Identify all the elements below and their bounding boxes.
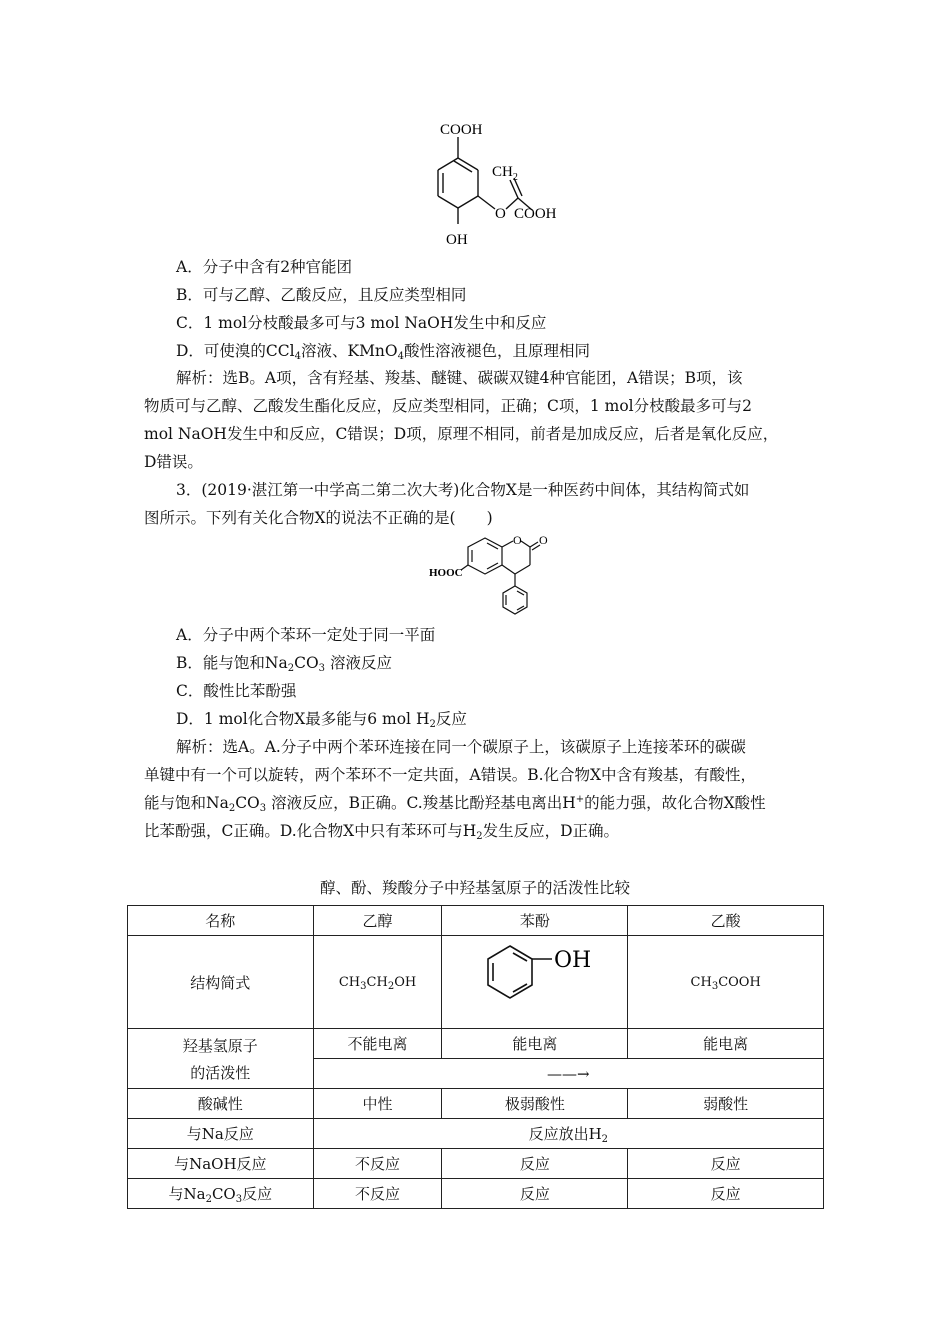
q2-option-a: A．分子中含有2种官能团 bbox=[176, 258, 353, 276]
q3-stem-line: 3．(2019·湛江第一中学高二第二次大考)化合物X是一种医药中间体，其结构简式如 bbox=[176, 481, 750, 499]
q3-analysis-line: 单键中有一个可以旋转，两个苯环不一定共面，A错误。B.化合物X中含有羧基，有酸性， bbox=[144, 766, 757, 784]
header-cell: 乙醇 bbox=[313, 906, 442, 936]
q2-analysis-line: 物质可与乙醇、乙酸发生酯化反应，反应类型相同，正确；C项，1 mol分枝酸最多可与2 bbox=[144, 397, 752, 415]
ring-o-label: O bbox=[513, 533, 522, 547]
q3-option-a: A．分子中两个苯环一定处于同一平面 bbox=[176, 626, 436, 644]
q2-option-b: B．可与乙醇、乙酸反应，且反应类型相同 bbox=[176, 286, 467, 304]
row-label: 与$Na_2CO_3$反应 bbox=[128, 1179, 314, 1209]
table-row bbox=[128, 936, 824, 1029]
row-label: 与NaOH反应 bbox=[128, 1149, 314, 1179]
q2-option-c: C．1 mol分枝酸最多可与3 mol NaOH发生中和反应 bbox=[176, 314, 547, 332]
table-cell: 反应 bbox=[628, 1179, 824, 1209]
acetic-formula: $CH_3COOH$ bbox=[628, 936, 824, 1029]
table-cell: 弱酸性 bbox=[628, 1089, 824, 1119]
q2-analysis-line: mol NaOH发生中和反应，C错误；D项，原理不相同，前者是加成反应，后者是氧化反应， bbox=[144, 425, 779, 443]
table-cell: 不能电离 bbox=[313, 1029, 442, 1059]
carbonyl-o-label: O bbox=[539, 533, 548, 547]
table-row bbox=[128, 1089, 824, 1119]
row-label: 与Na反应 bbox=[128, 1119, 314, 1149]
cooh-label: COOH bbox=[440, 122, 483, 138]
header-cell: 名称 bbox=[128, 906, 314, 936]
q3-analysis-line: 能与饱和$Na_2CO_3$ 溶液反应，B正确。C.羧基比酚羟基电离出H+的能力强，故化合物X酸性 bbox=[144, 794, 766, 814]
table-cell: 反应 bbox=[442, 1149, 628, 1179]
q2-option-d: D．可使溴的CCl$_4$溶液、KMnO$_4$酸性溶液褪色，且原理相同 bbox=[176, 342, 591, 362]
q3-analysis-line: 解析：选A。A.分子中两个苯环连接在同一个碳原子上，该碳原子上连接苯环的碳碳 bbox=[176, 738, 746, 756]
oh-label: OH bbox=[446, 232, 468, 248]
table-cell: 极弱酸性 bbox=[442, 1089, 628, 1119]
hooc-label: HOOC bbox=[429, 567, 463, 579]
comparison-table bbox=[127, 905, 824, 1209]
table-cell: 不反应 bbox=[313, 1179, 442, 1209]
table-cell: 不反应 bbox=[313, 1149, 442, 1179]
table-cell: 反应 bbox=[442, 1179, 628, 1209]
ethanol-formula: $CH_3CH_2OH$ bbox=[313, 936, 442, 1029]
table-row bbox=[128, 1119, 824, 1149]
q3-option-b: B．能与饱和$Na_2CO_3$ 溶液反应 bbox=[176, 654, 392, 674]
table-row bbox=[128, 1179, 824, 1209]
ch2-label: $CH_2$ bbox=[492, 164, 518, 183]
branched-acid-structure bbox=[400, 112, 580, 252]
header-cell: 苯酚 bbox=[442, 906, 628, 936]
q3-option-c: C．酸性比苯酚强 bbox=[176, 682, 297, 700]
row-label: 酸碱性 bbox=[128, 1089, 314, 1119]
table-cell: 中性 bbox=[313, 1089, 442, 1119]
table-cell: 反应放出$H_2$ bbox=[313, 1119, 823, 1149]
header-cell: 乙酸 bbox=[628, 906, 824, 936]
table-cell: 能电离 bbox=[628, 1029, 824, 1059]
table-cell: 能电离 bbox=[442, 1029, 628, 1059]
q2-analysis-line: 解析：选B。A项，含有羟基、羧基、醚键、碳碳双键4种官能团，A错误；B项，该 bbox=[176, 369, 743, 387]
table-header-row bbox=[128, 906, 824, 936]
compound-x-structure bbox=[425, 530, 565, 626]
q3-analysis-line: 比苯酚强，C正确。D.化合物X中只有苯环可与$H_2$发生反应，D正确。 bbox=[144, 822, 620, 842]
table-row bbox=[128, 1029, 824, 1059]
ether-o-label: O bbox=[495, 206, 506, 222]
row-label: 结构简式 bbox=[128, 936, 314, 1029]
q3-stem-line: 图所示。下列有关化合物X的说法不正确的是( ) bbox=[144, 509, 493, 527]
table-cell: 反应 bbox=[628, 1149, 824, 1179]
phenol-structure-cell bbox=[442, 936, 628, 1029]
q2-analysis-line: D错误。 bbox=[144, 453, 203, 471]
table-title: 醇、酚、羧酸分子中羟基氢原子的活泼性比较 bbox=[319, 879, 630, 897]
q3-option-d: D．1 mol化合物X最多能与6 mol $H_2$反应 bbox=[176, 710, 467, 730]
cooh-right-label: COOH bbox=[514, 206, 557, 222]
row-label: 羟基氢原子 的活泼性 bbox=[128, 1029, 314, 1089]
phenol-oh-label: OH bbox=[553, 948, 592, 973]
activity-arrow: ——→ bbox=[313, 1059, 823, 1089]
phenol-structure bbox=[460, 936, 610, 1024]
table-row bbox=[128, 1149, 824, 1179]
